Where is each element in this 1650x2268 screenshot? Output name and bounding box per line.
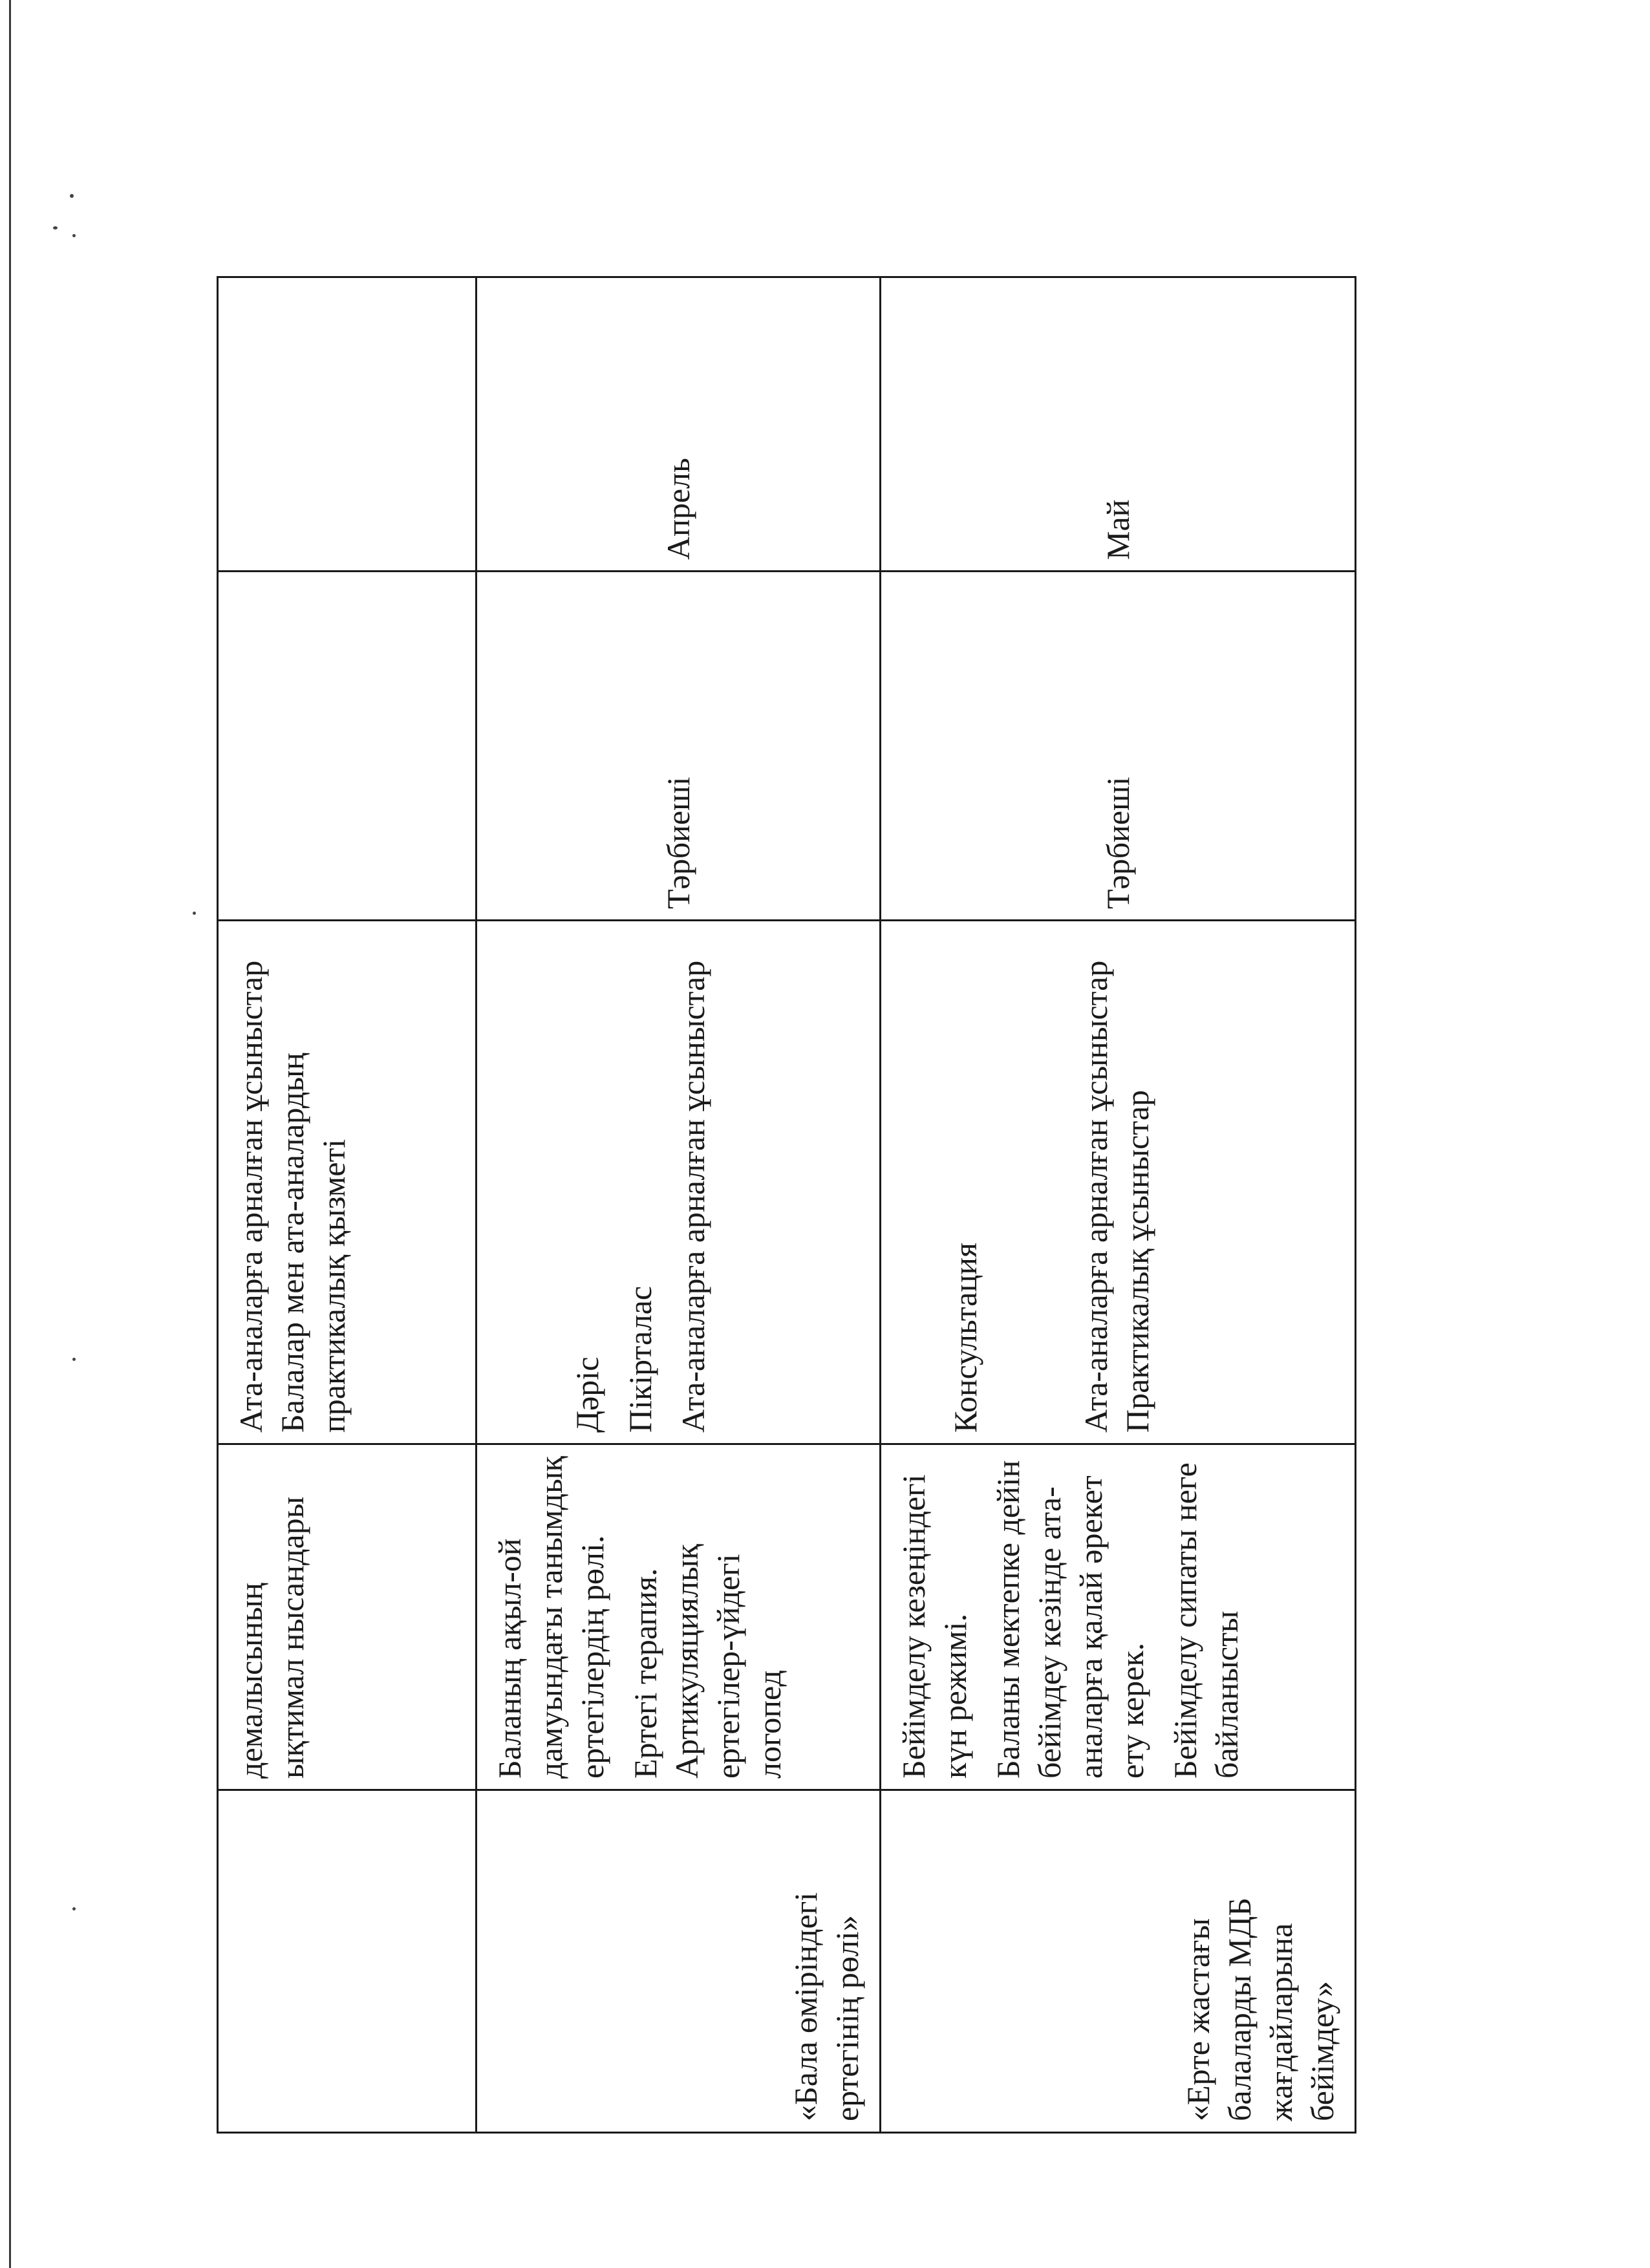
theme-cell: [218, 1790, 477, 2133]
content-text: демалысының ықтимал нысандары: [233, 1496, 310, 1779]
content-text: Бейімделу сипаты неге байланысты: [1167, 1462, 1245, 1779]
scan-speck: [72, 1358, 76, 1361]
theme-cell: «Ерте жастағы балаларды МДБ жағдайларына бейімдеу»: [881, 1790, 1356, 2133]
scan-speck: [193, 912, 196, 915]
content-cell: [881, 1444, 1356, 1790]
scan-speck: [53, 226, 58, 230]
form-text: Ата-аналарға арналған ұсыныстар: [1078, 960, 1114, 1433]
form-text: Балалар мен ата-аналардың практикалық қызметі: [274, 1053, 352, 1433]
parent-work-plan-table: [217, 276, 1356, 2134]
form-text: Ата-аналарға арналған ұсыныстар: [233, 960, 269, 1433]
theme-cell: «Бала өміріндегі ертегінің рөлі»: [477, 1790, 881, 2133]
table-row: [881, 277, 1356, 2133]
table-row: [477, 277, 881, 2133]
responsible-cell: [218, 572, 477, 921]
content-text: Бейімделу кезеңіндегі күн режимі.: [895, 1474, 973, 1779]
content-text: Баланы мектепке дейін бейімдеу кезінде ата-аналарға қалай әрекет ету керек.: [990, 1460, 1150, 1779]
month-cell: [218, 277, 477, 572]
scan-speck: [72, 234, 76, 237]
month-cell: Апрель: [477, 277, 881, 572]
form-text: Ата-аналарға арналған ұсыныстар: [675, 960, 711, 1433]
responsible-cell: Тәрбиеші: [477, 572, 881, 921]
form-cell: [477, 921, 881, 1444]
month-cell: Май: [881, 277, 1356, 572]
form-text: Практикалық ұсыныстар: [1119, 1089, 1155, 1433]
form-cell: [218, 921, 477, 1444]
scan-edge: [9, 0, 11, 2268]
content-text: Баланың ақыл-ой дамуындағы танымдық ертегілердің рөлі.: [491, 1456, 610, 1779]
responsible-cell: Тәрбиеші: [881, 572, 1356, 921]
form-cell: [881, 921, 1356, 1444]
scan-speck: [72, 1907, 76, 1910]
table-row: [218, 277, 477, 2133]
rotated-table-page: [217, 278, 1355, 2134]
form-text: Дәріс: [569, 1356, 605, 1433]
form-text: Пікірталас: [622, 1286, 658, 1433]
scan-speck: [70, 194, 74, 198]
content-text: Ертегі терапия.: [627, 1568, 663, 1779]
form-text: Консультация: [947, 1243, 983, 1433]
content-text: Артикуляциялық ертегілер-үйдегі логопед: [669, 1544, 788, 1779]
content-cell: [477, 1444, 881, 1790]
content-cell: [218, 1444, 477, 1790]
